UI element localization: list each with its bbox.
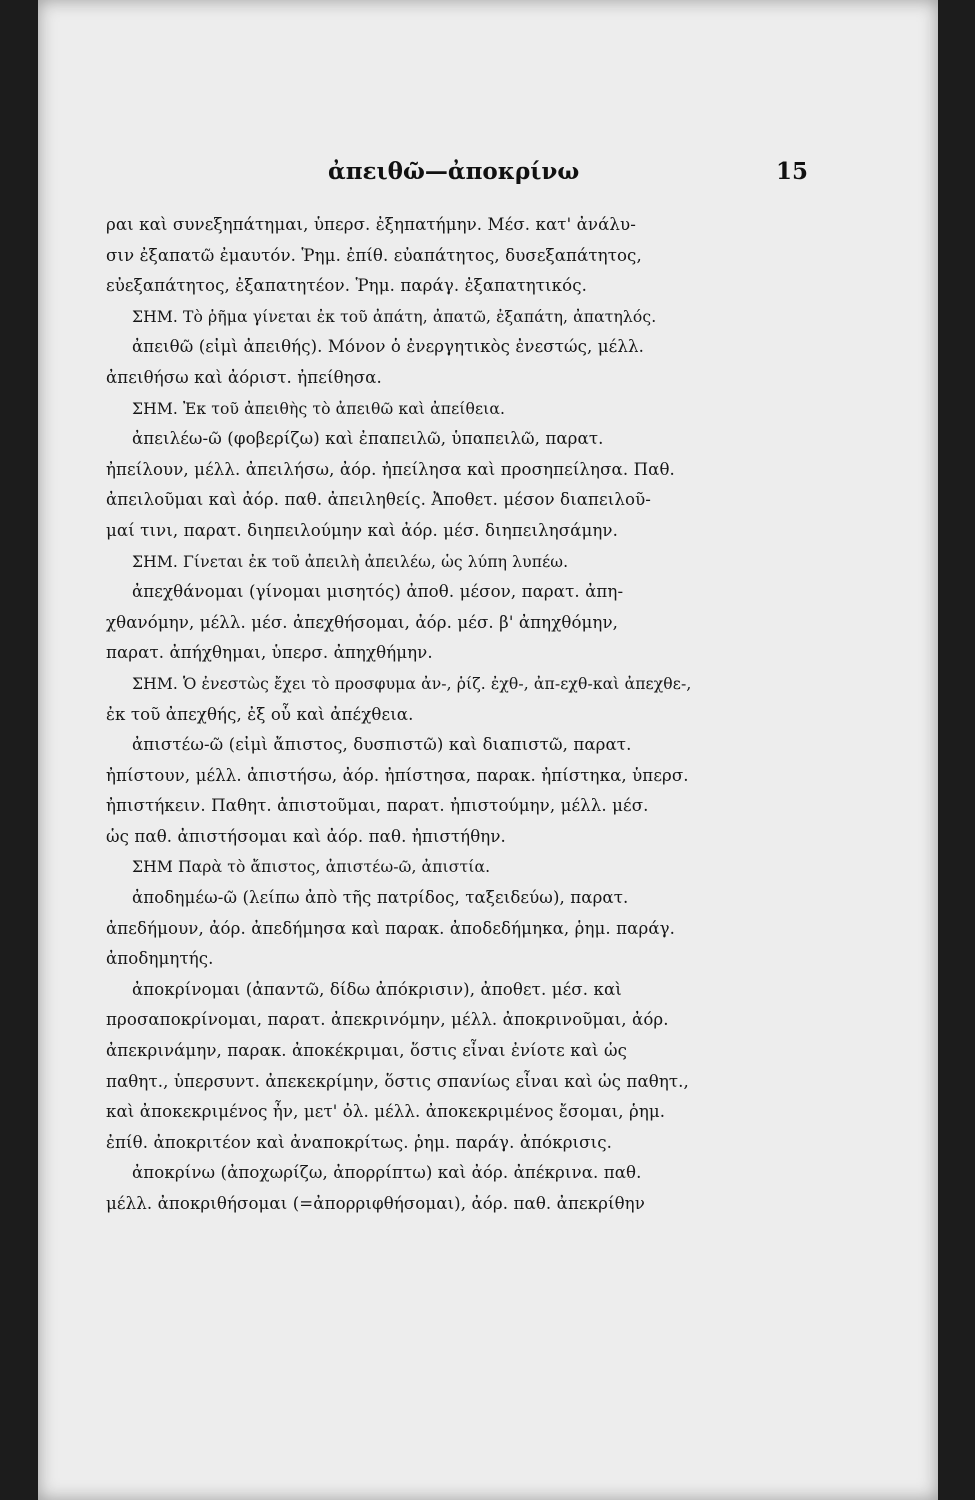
text-line: ἠπείλουν, μέλλ. ἀπειλήσω, ἀόρ. ἠπείλησα καὶ προσηπείλησα. Παθ.: [106, 459, 675, 479]
text-line: ἀπειθήσω καὶ ἀόριστ. ἠπείθησα.: [106, 367, 382, 387]
text-line: ἠπίστουν, μέλλ. ἀπιστήσω, ἀόρ. ἠπίστησα, παρακ. ἠπίστηκα, ὑπερσ.: [106, 765, 689, 785]
text-line: παρατ. ἀπήχθημαι, ὑπερσ. ἀπηχθήμην.: [106, 643, 433, 663]
page-number: 15: [775, 158, 808, 185]
note-line: ΣΗΜ. Ὁ ἐνεστὼς ἔχει τὸ προσφυμα ἀν-, ῥίζ. ἐχθ-, ἀπ-εχθ-καὶ ἀπεχθε-,: [132, 674, 692, 693]
text-line: προσαποκρίνομαι, παρατ. ἀπεκρινόμην, μέλλ. ἀποκρινοῦμαι, ἀόρ.: [106, 1010, 669, 1030]
note-line: ΣΗΜ. Ἐκ τοῦ ἀπειθὴς τὸ ἀπειθῶ καὶ ἀπείθεια.: [132, 399, 506, 418]
note-line: ΣΗΜ Παρὰ τὸ ἄπιστος, ἀπιστέω-ῶ, ἀπιστία.: [132, 858, 491, 877]
text-line: ραι καὶ συνεξηπάτημαι, ὑπερσ. ἐξηπατήμην. Μέσ. κατ' ἀνάλυ-: [106, 215, 636, 234]
text-line: ἀπειλοῦμαι καὶ ἀόρ. παθ. ἀπειληθείς. Ἀποθετ. μέσον διαπειλοῦ-: [106, 490, 651, 510]
text-line: μαί τινι, παρατ. διηπειλούμην καὶ ἀόρ. μέσ. διηπειλησάμην.: [106, 520, 618, 540]
text-line: ἠπιστήκειν. Παθητ. ἀπιστοῦμαι, παρατ. ἠπιστούμην, μέλλ. μέσ.: [106, 796, 649, 816]
entry-headword-line: ἀποκρίνομαι (ἀπαντῶ, δίδω ἀπόκρισιν), ἀποθετ. μέσ. καὶ: [132, 979, 622, 999]
book-page: [38, 0, 938, 1500]
text-line: εὐεξαπάτητος, ἐξαπατητέον. Ῥημ. παράγ. ἐξαπατητικός.: [106, 276, 587, 296]
entry-headword-line: ἀπειθῶ (εἰμὶ ἀπειθής). Μόνον ὁ ἐνεργητικὸς ἐνεστώς, μέλλ.: [132, 337, 644, 357]
text-line: καὶ ἀποκεκριμένος ἦν, μετ' ὀλ. μέλλ. ἀποκεκριμένος ἔσομαι, ῥημ.: [106, 1102, 666, 1122]
text-line: ἀπεδήμουν, ἀόρ. ἀπεδήμησα καὶ παρακ. ἀποδεδήμηκα, ῥημ. παράγ.: [106, 918, 676, 938]
text-line: ὡς παθ. ἀπιστήσομαι καὶ ἀόρ. παθ. ἠπιστήθην.: [106, 826, 506, 846]
text-line: σιν ἐξαπατῶ ἐμαυτόν. Ῥημ. ἐπίθ. εὐαπάτητος, δυσεξαπάτητος,: [106, 245, 642, 265]
page-header: [38, 158, 938, 192]
entry-headword-line: ἀπειλέω-ῶ (φοβερίζω) καὶ ἐπαπειλῶ, ὑπαπειλῶ, παρατ.: [132, 429, 604, 449]
entry-headword-line: ἀποδημέω-ῶ (λείπω ἀπὸ τῆς πατρίδος, ταξειδεύω), παρατ.: [132, 888, 629, 908]
text-line: ἀποδημητής.: [106, 949, 214, 969]
text-line: μέλλ. ἀποκριθήσομαι (=ἀπορριφθήσομαι), ἀόρ. παθ. ἀπεκρίθην: [106, 1194, 645, 1213]
text-line: ἐπίθ. ἀποκριτέον καὶ ἀναποκρίτως. ῥημ. παράγ. ἀπόκρισις.: [106, 1132, 612, 1152]
note-line: ΣΗΜ. Γίνεται ἐκ τοῦ ἀπειλὴ ἀπειλέω, ὡς λύπη λυπέω.: [132, 552, 569, 571]
entry-headword-line: ἀπεχθάνομαι (γίνομαι μισητός) ἀποθ. μέσον, παρατ. ἀπη-: [132, 582, 624, 602]
running-head: ἀπειθῶ—ἀποκρίνω: [328, 158, 580, 185]
text-line: ἀπεκρινάμην, παρακ. ἀποκέκριμαι, ὅστις εἶναι ἐνίοτε καὶ ὡς: [106, 1041, 628, 1061]
text-line: παθητ., ὑπερσυντ. ἀπεκεκρίμην, ὅστις σπανίως εἶναι καὶ ὡς παθητ.,: [106, 1071, 689, 1091]
note-line: ΣΗΜ. Τὸ ῥῆμα γίνεται ἐκ τοῦ ἀπάτη, ἀπατῶ, ἐξαπάτη, ἀπατηλός.: [132, 307, 657, 326]
text-line: ἐκ τοῦ ἀπεχθής, ἐξ οὗ καὶ ἀπέχθεια.: [106, 704, 414, 724]
dictionary-text: [106, 210, 794, 1220]
text-line: χθανόμην, μέλλ. μέσ. ἀπεχθήσομαι, ἀόρ. μέσ. β' ἀπηχθόμην,: [106, 612, 619, 632]
entry-headword-line: ἀποκρίνω (ἀποχωρίζω, ἀπορρίπτω) καὶ ἀόρ. ἀπέκρινα. παθ.: [132, 1163, 642, 1183]
entry-headword-line: ἀπιστέω-ῶ (εἰμὶ ἄπιστος, δυσπιστῶ) καὶ διαπιστῶ, παρατ.: [132, 735, 632, 755]
